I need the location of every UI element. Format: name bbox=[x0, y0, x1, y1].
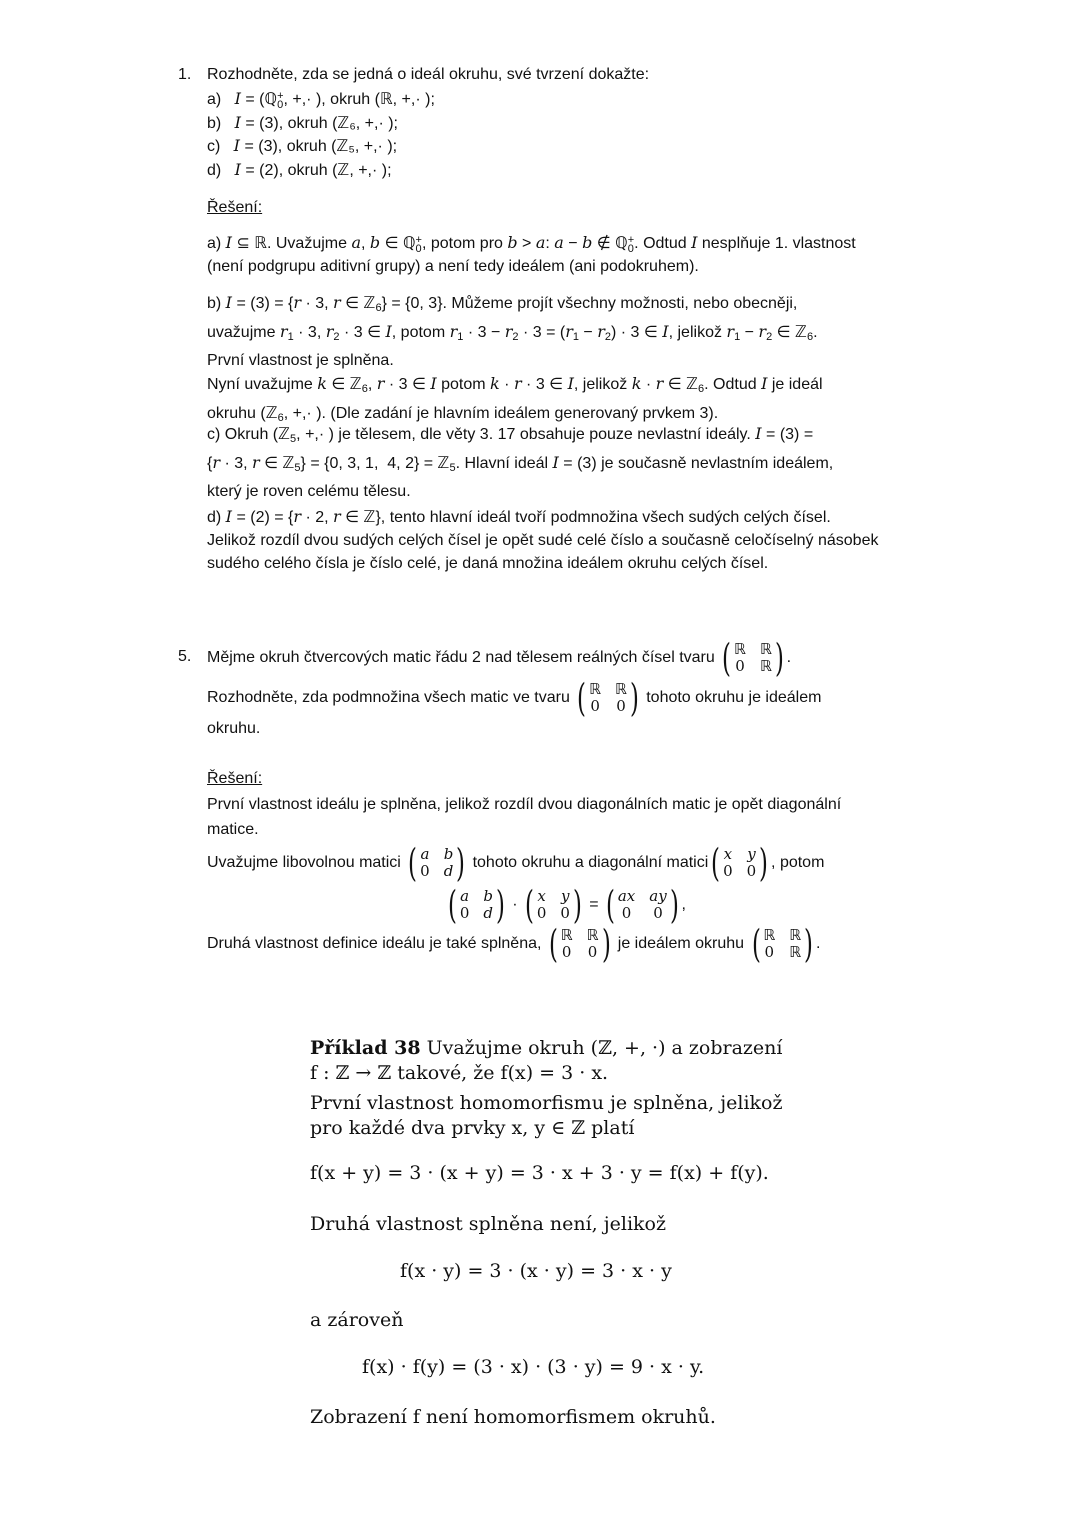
solution-heading-1: Řešení: bbox=[207, 199, 263, 216]
example-38-conclusion: Zobrazení f není homomorfismem okruhů. bbox=[310, 1406, 716, 1428]
example-38-title: Příklad 38 bbox=[310, 1037, 421, 1059]
equation-3: f(x) · f(y) = (3 · x) · (3 · y) = 9 · x · y. bbox=[362, 1356, 705, 1378]
exercise-1-prompt: Rozhodněte, zda se jedná o ideál okruhu, své tvrzení dokažte: bbox=[207, 66, 650, 83]
equation-2: f(x · y) = 3 · (x · y) = 3 · x · y bbox=[400, 1260, 672, 1282]
solution-5-line1: První vlastnost ideálu je splněna, jelikož rozdíl dvou diagonálních matic je opět diagonální bbox=[207, 796, 842, 813]
exercise-1-number: 1. bbox=[178, 66, 192, 83]
matrix-RR-0R: ( ℝ ℝ 0 ℝ ) bbox=[722, 636, 784, 680]
example-38-line3: První vlastnost homomorfismu je splněna, jelikož bbox=[310, 1092, 783, 1114]
solution-5-line2: matice. bbox=[207, 821, 259, 838]
solution-b: b) I = (3) = {r · 3, r ∈ ℤ$_6$} = {0, 3}. Můžeme projít všechny možnosti, nebo obecněji, uvažujme $r_1 \cdot 3$, $r_2 \cdot 3$ ∈ I, potom $r_1 \cdot 3 - r_2 \cdot 3 = (r_1 - r_2) \cdot 3$ ∈ I, jelikož $r_1 - r_2$ ∈ ℤ$_6$. První vlastnost je splněna. Nyní uvažujme k ∈ ℤ$_6$, r · 3 ∈ I potom k · r · 3 ∈ I, jelikož k · r ∈ ℤ$_6$. Odtud I je ideál okruhu (ℤ$_6$, +,· ). (Dle zadání je hlavním ideálem generovaný prvkem 3). bbox=[207, 293, 823, 424]
solution-d: d) I = (2) = {r · 2, r ∈ ℤ}, tento hlavní ideál tvoří podmnožina všech sudých celých čísel. Jelikož rozdíl dvou sudých celých čísel je opět sudé celé číslo a současně celočíselný násobek sudého celého čísla je číslo celé, je daná množina ideálem okruhu celých čísel. bbox=[207, 507, 879, 572]
solution-c: c) Okruh (ℤ$_5$, +,· ) je tělesem, dle věty 3. 17 obsahuje pouze nevlastní ideály. I = (3) = {r · 3, r ∈ ℤ$_5$} = {0, 3, 1, 4, 2} = ℤ$_5$. Hlavní ideál I = (3) je současně nevlastním ideálem, který je roven celému tělesu. bbox=[207, 424, 834, 500]
exercise-5-line3: okruhu. bbox=[207, 720, 261, 737]
example-38-line1: Příklad 38 Uvažujme okruh (ℤ, +, ·) a zobrazení bbox=[310, 1037, 783, 1059]
example-38-line2: f : ℤ → ℤ takové, že f(x) = 3 · x. bbox=[310, 1062, 609, 1084]
example-38-line5: Druhá vlastnost splněna není, jelikož bbox=[310, 1213, 666, 1235]
item-a: a) I = (ℚ+ 0, +,· ), okruh (ℝ, +,· ); bbox=[207, 89, 435, 111]
solution-5-line3: Uvažujme libovolnou matici ( a b 0 d ) tohoto okruhu a diagonální matici ( x y 0 0 ) , potom bbox=[207, 841, 825, 885]
item-c: c) I = (3), okruh (ℤ₅, +,· ); bbox=[207, 136, 398, 155]
solution-5-product: ( a b 0 d ) · ( x y 0 0 ) = ( ax ay 0 0 ) , bbox=[447, 883, 686, 927]
exercise-5-line2: Rozhodněte, zda podmnožina všech matic ve tvaru ( ℝ ℝ 0 0 ) tohoto okruhu je ideálem bbox=[207, 676, 822, 720]
matrix-RR-00: ( ℝ ℝ 0 0 ) bbox=[577, 676, 639, 720]
solution-heading-5: Řešení: bbox=[207, 770, 263, 787]
solution-a: a) I ⊆ ℝ. Uvažujme a, b ∈ ℚ+ 0, potom pro b > a: a − b ∉ ℚ+ 0. Odtud I nesplňuje 1. vlastnost (není podgrupu aditivní grupy) a není tedy ideálem (ani podokruhem). bbox=[207, 233, 856, 275]
equation-1: f(x + y) = 3 · (x + y) = 3 · x + 3 · y = f(x) + f(y). bbox=[310, 1162, 769, 1184]
exercise-5-number: 5. bbox=[178, 648, 192, 665]
exercise-5-line1: Mějme okruh čtvercových matic řádu 2 nad tělesem reálných čísel tvaru ( ℝ ℝ 0 ℝ ) . bbox=[207, 636, 792, 680]
item-d: d) I = (2), okruh (ℤ, +,· ); bbox=[207, 160, 392, 179]
item-b: b) I = (3), okruh (ℤ₆, +,· ); bbox=[207, 113, 398, 132]
solution-5-line5: Druhá vlastnost definice ideálu je také splněna, ( ℝ ℝ 0 0 ) je ideálem okruhu ( ℝ ℝ 0 ℝ ) . bbox=[207, 922, 821, 966]
example-38-line4: pro každé dva prvky x, y ∈ ℤ platí bbox=[310, 1117, 635, 1139]
example-38-line6: a zároveň bbox=[310, 1309, 404, 1331]
